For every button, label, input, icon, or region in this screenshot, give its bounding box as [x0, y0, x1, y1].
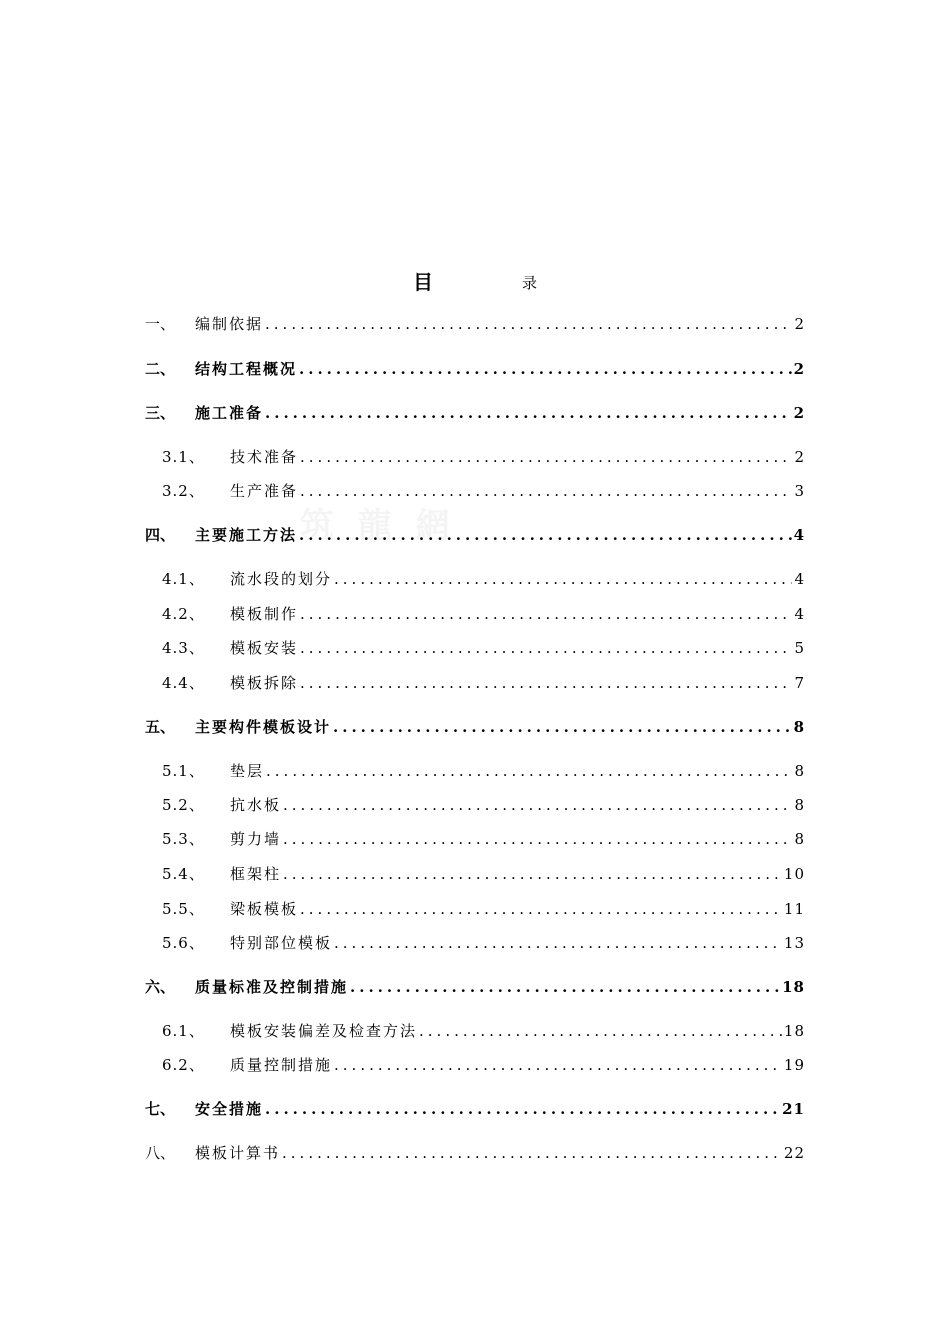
toc-entry-label: 特别部位模板	[230, 934, 333, 952]
toc-entry[interactable]	[145, 1054, 805, 1076]
toc-entry-page: 8	[794, 830, 805, 848]
toc-entry-page: 3	[794, 482, 805, 500]
toc-leader-dots	[333, 716, 792, 738]
toc-entry-number: 5.3、	[162, 830, 205, 848]
toc-title	[0, 266, 950, 296]
toc-entry-number: 4.3、	[162, 639, 205, 657]
toc-entry-page: 2	[794, 315, 805, 333]
toc-entry-label: 编制依据	[195, 315, 264, 333]
toc-entry-number: 八、	[145, 1144, 176, 1162]
toc-leader-dots	[300, 672, 792, 694]
toc-entry-label: 主要构件模板设计	[195, 718, 332, 736]
toc-entry-page: 2	[793, 404, 805, 422]
toc-entry[interactable]	[145, 524, 805, 546]
toc-entry-label: 技术准备	[230, 448, 299, 466]
toc-entry-number: 6.2、	[162, 1056, 205, 1074]
toc-entry[interactable]	[145, 794, 805, 816]
toc-entry-number: 4.4、	[162, 674, 205, 692]
toc-entry-number: 一、	[145, 315, 176, 333]
toc-leader-dots	[350, 976, 780, 998]
toc-entry-label: 模板计算书	[195, 1144, 281, 1162]
toc-leader-dots	[334, 932, 782, 954]
toc-leader-dots	[266, 760, 792, 782]
toc-entry-label: 模板安装偏差及检查方法	[230, 1022, 418, 1040]
toc-entry-page: 18	[783, 1022, 805, 1040]
toc-leader-dots	[265, 1098, 780, 1120]
toc-entry-number: 六、	[145, 978, 176, 996]
toc-entry-page: 4	[794, 605, 805, 623]
toc-entry-page: 7	[794, 674, 805, 692]
toc-entry-label: 结构工程概况	[195, 360, 298, 378]
toc-entry-number: 四、	[145, 526, 176, 544]
toc-leader-dots	[265, 313, 792, 335]
toc-entry[interactable]	[145, 358, 805, 380]
toc-entry-number: 二、	[145, 360, 176, 378]
toc-entry-number: 5.1、	[162, 762, 205, 780]
toc-leader-dots	[300, 637, 792, 659]
toc-entry-page: 18	[782, 978, 805, 996]
toc-entry[interactable]	[145, 932, 805, 954]
toc-entry[interactable]	[145, 672, 805, 694]
toc-entry-page: 4	[793, 526, 805, 544]
toc-leader-dots	[300, 480, 792, 502]
toc-leader-dots	[300, 898, 782, 920]
toc-entry[interactable]	[145, 1020, 805, 1042]
toc-entry-page: 19	[783, 1056, 805, 1074]
toc-entry[interactable]	[145, 637, 805, 659]
toc-entry-number: 三、	[145, 404, 176, 422]
toc-entry[interactable]	[145, 568, 805, 590]
toc-entry-page: 8	[794, 796, 805, 814]
toc-entry-number: 5.2、	[162, 796, 205, 814]
toc-title-char-2: 录	[522, 274, 538, 292]
toc-entry-page: 21	[782, 1100, 805, 1118]
toc-entry-number: 5.4、	[162, 865, 205, 883]
toc-entry[interactable]	[145, 898, 805, 920]
toc-entry[interactable]	[145, 1098, 805, 1120]
toc-entry-page: 2	[794, 448, 805, 466]
toc-entry-label: 质量控制措施	[230, 1056, 333, 1074]
toc-leader-dots	[419, 1020, 782, 1042]
toc-title-char-1: 目	[413, 270, 433, 294]
toc-entry-number: 七、	[145, 1100, 176, 1118]
toc-leader-dots	[283, 828, 792, 850]
toc-entry[interactable]	[145, 480, 805, 502]
toc-entry-label: 生产准备	[230, 482, 299, 500]
toc-entry-page: 4	[794, 570, 805, 588]
toc-leader-dots	[334, 1054, 782, 1076]
toc-entry-page: 22	[783, 1144, 805, 1162]
toc-entry[interactable]	[145, 402, 805, 424]
toc-entry-number: 5.6、	[162, 934, 205, 952]
toc-entry-number: 3.2、	[162, 482, 205, 500]
toc-entry-page: 10	[783, 865, 805, 883]
toc-entry[interactable]	[145, 313, 805, 335]
toc-entry-page: 8	[793, 718, 805, 736]
toc-entry-label: 施工准备	[195, 404, 264, 422]
toc-entry[interactable]	[145, 716, 805, 738]
toc-leader-dots	[299, 358, 792, 380]
toc-entry[interactable]	[145, 603, 805, 625]
toc-leader-dots	[300, 603, 792, 625]
toc-entry-number: 五、	[145, 718, 176, 736]
toc-leader-dots	[265, 402, 792, 424]
toc-entry[interactable]	[145, 760, 805, 782]
toc-entry-label: 模板拆除	[230, 674, 299, 692]
toc-entry-label: 框架柱	[230, 865, 282, 883]
toc-entry-number: 4.2、	[162, 605, 205, 623]
toc-entry-label: 抗水板	[230, 796, 282, 814]
toc-entry-label: 质量标准及控制措施	[195, 978, 349, 996]
toc-entry-page: 2	[793, 360, 805, 378]
toc-leader-dots	[283, 863, 782, 885]
toc-leader-dots	[334, 568, 792, 590]
toc-entry-label: 主要施工方法	[195, 526, 298, 544]
toc-entry-label: 模板制作	[230, 605, 299, 623]
toc-entry-number: 3.1、	[162, 448, 205, 466]
toc-leader-dots	[300, 446, 792, 468]
toc-entry-label: 垫层	[230, 762, 265, 780]
toc-entry-number: 5.5、	[162, 900, 205, 918]
toc-entry-label: 流水段的划分	[230, 570, 333, 588]
toc-entry-page: 8	[794, 762, 805, 780]
toc-entry-label: 安全措施	[195, 1100, 264, 1118]
watermark-logo: 筑 龍 網	[300, 506, 456, 546]
toc-entry[interactable]	[145, 446, 805, 468]
toc-leader-dots	[282, 1142, 782, 1164]
toc-entry-label: 模板安装	[230, 639, 299, 657]
toc-entry[interactable]	[145, 1142, 805, 1164]
toc-entry-page: 5	[794, 639, 805, 657]
toc-entry[interactable]	[145, 828, 805, 850]
toc-entry-number: 6.1、	[162, 1022, 205, 1040]
toc-leader-dots	[299, 524, 792, 546]
toc-entry-page: 13	[783, 934, 805, 952]
toc-entry-page: 11	[783, 900, 805, 918]
toc-entry-label: 剪力墙	[230, 830, 282, 848]
toc-leader-dots	[283, 794, 792, 816]
toc-entry-label: 梁板模板	[230, 900, 299, 918]
toc-entry[interactable]	[145, 863, 805, 885]
toc-entry-number: 4.1、	[162, 570, 205, 588]
toc-entry[interactable]	[145, 976, 805, 998]
